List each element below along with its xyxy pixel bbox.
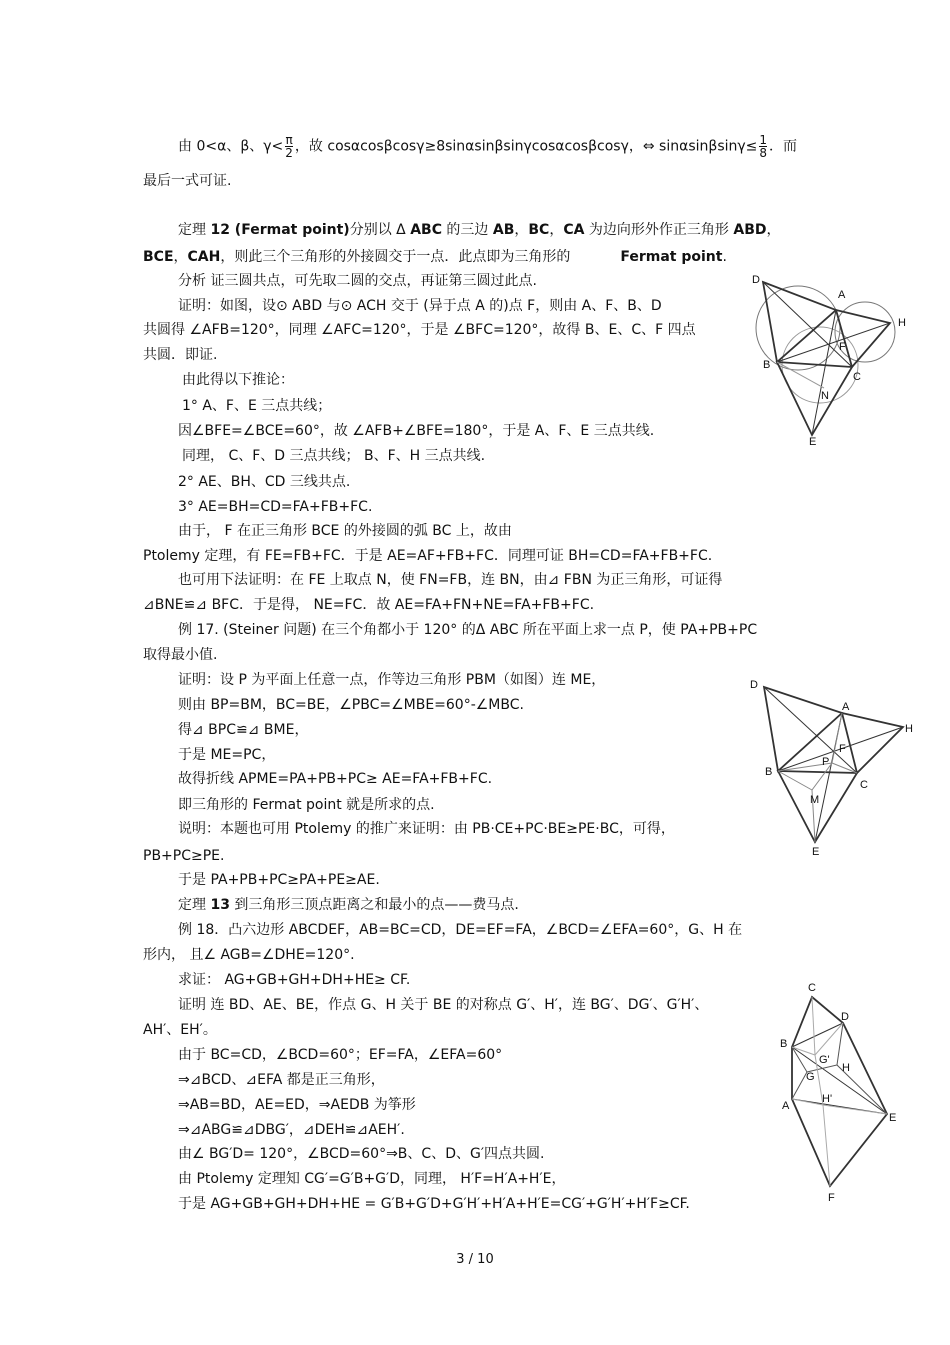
theorem-number: 13 — [210, 897, 230, 913]
text-line-15: 由于， F 在正三角形 BCE 的外接圆的弧 BC 上，故由 — [178, 523, 512, 539]
page-number: 3 / 10 — [456, 1252, 494, 1267]
label-d: D — [750, 679, 758, 691]
label-d: D — [841, 1011, 849, 1023]
label-a: A — [782, 1100, 790, 1112]
text-line-22: 则由 BP=BM，BC=BE，∠PBC=∠MBE=60°-∠MBC. — [178, 697, 524, 713]
line-text: 定理 — [178, 897, 211, 913]
label-b: B — [780, 1038, 788, 1050]
label-f: F — [828, 1192, 835, 1204]
fraction-numerator: 1 — [759, 133, 768, 147]
label-h-prime: H' — [822, 1093, 833, 1105]
fraction-denominator: 8 — [759, 146, 768, 160]
path-agb — [792, 1047, 807, 1099]
label-c: C — [808, 982, 816, 994]
text-line-28: PB+PC≥PE. — [143, 848, 225, 864]
text-line-27: 说明：本题也可用 Ptolemy 的推广来证明：由 PB·CE+PC·BE≥PE·BC，可得， — [178, 821, 675, 837]
text-line-13: 2° AE、BH、CD 三线共点. — [178, 474, 351, 490]
theorem-13-heading — [178, 896, 519, 914]
label-h: H — [842, 1062, 850, 1074]
text-line-18: ⊿BNE≌⊿ BFC．于是得， NE=FC．故 AE=FA+FN+NE=FA+FB+FC. — [143, 597, 595, 613]
label-h: H — [898, 317, 906, 329]
label-g-prime: G' — [819, 1054, 830, 1066]
text-line-33: 求证： AG+GB+GH+DH+HE≥ CF. — [178, 972, 411, 988]
text-line-19: 例 17. (Steiner 问题) 在三个角都小于 120° 的Δ ABC 所在平面上求一点 P，使 PA+PB+PC — [178, 622, 758, 638]
line-text: ， — [766, 222, 781, 238]
label-h: H — [905, 723, 913, 735]
fraction-one-eighth — [759, 134, 767, 159]
text-line-35: AH′、EH′。 — [143, 1022, 217, 1038]
text-line-39: ⇒⊿ABG≌⊿DBG′，⊿DEH≌⊿AEH′. — [178, 1122, 405, 1138]
text-line-11: 因∠BFE=∠BCE=60°，故 ∠AFB+∠BFE=180°，于是 A、F、E 三点共线. — [178, 423, 655, 439]
line-text: 由 0<α、β、γ< — [178, 138, 284, 155]
line-text: . — [722, 249, 727, 265]
hexagon-abcdef — [792, 997, 887, 1186]
text-line-9: 由此得以下推论： — [182, 372, 294, 388]
label-p: P — [822, 756, 830, 768]
fraction-numerator: π — [285, 133, 293, 147]
text-line-5: 分析 证三圆共点，可先取二圆的交点，再证第三圆过此点. — [178, 273, 537, 289]
text-line-4 — [143, 248, 727, 266]
line-text: 分别以 Δ — [349, 222, 411, 238]
line-text: 的三边 — [441, 222, 493, 238]
label-e: E — [889, 1112, 897, 1124]
line-text: ，故 cosαcosβcosγ≥8sinαsinβsinγcosαcosβcosγ，⇔ sinαsinβsinγ≤ — [294, 138, 758, 155]
fermat-point-figure — [740, 270, 915, 450]
line-text: ， — [173, 249, 188, 265]
fraction-pi-over-2 — [285, 134, 293, 159]
text-line-2: 最后一式可证. — [143, 173, 232, 189]
text-line-41: 由 Ptolemy 定理知 CG′=G′B+G′D，同理， H′F=H′A+H′E， — [178, 1171, 566, 1187]
text-line-40: 由∠ BG′D= 120°，∠BCD=60°⇒B、C、D、G′四点共圆. — [178, 1146, 545, 1162]
text-line-23: 得⊿ BPC≌⊿ BME， — [178, 722, 309, 738]
segment-dc — [764, 687, 857, 773]
label-a: A — [842, 701, 850, 713]
line-text: CA — [563, 222, 585, 238]
line-text: BCE — [143, 249, 174, 265]
text-line-6: 证明：如图，设⊙ ABD 与⊙ ACH 交于 (异于点 A 的)点 F，则由 A、F、B、D — [178, 298, 662, 314]
line-text: 定理 — [178, 222, 211, 238]
line-text: ．而 — [769, 138, 798, 155]
text-line-7: 共圆得 ∠AFB=120°，同理 ∠AFC=120°，于是 ∠BFC=120°，故得 B、E、C、F 四点 — [143, 322, 696, 338]
line-text: 到三角形三顶点距离之和最小的点——费马点. — [229, 897, 519, 913]
label-b: B — [763, 359, 771, 371]
text-line-38: ⇒AB=BD，AE=ED，⇒AEDB 为筝形 — [178, 1097, 416, 1113]
triangle-ach — [842, 713, 903, 773]
text-line-29: 于是 PA+PB+PC≥PA+PE≥AE. — [178, 872, 380, 888]
line-text: ， — [514, 222, 529, 238]
text-line-10: 1° A、F、E 三点共线； — [182, 398, 332, 414]
text-line-32: 形内， 且∠ AGB=∠DHE=120°. — [143, 947, 355, 963]
text-line-8: 共圆．即证. — [143, 347, 218, 363]
line-text: AB — [492, 222, 515, 238]
label-e: E — [809, 436, 817, 448]
text-line-31: 例 18．凸六边形 ABCDEF，AB=BC=CD，DE=EF=FA，∠BCD=∠EFA=60°，G、H 在 — [178, 922, 743, 938]
label-c: C — [853, 371, 861, 383]
label-f: F — [839, 743, 846, 755]
line-text: ABC — [410, 222, 442, 238]
theorem-12-heading — [178, 221, 781, 239]
label-c: C — [860, 779, 868, 791]
label-d: D — [752, 274, 760, 286]
label-g: G — [806, 1071, 815, 1083]
text-line-21: 证明：设 P 为平面上任意一点，作等边三角形 PBM（如图）连 ME， — [178, 672, 606, 688]
text-line-37: ⇒⊿BCD、⊿EFA 都是正三角形， — [178, 1072, 385, 1088]
line-text: 为边向形外作正三角形 — [584, 222, 734, 238]
segment-cg2 — [812, 997, 815, 1055]
label-e: E — [812, 846, 820, 858]
line-text: ABD — [733, 222, 767, 238]
theorem-title: 12 (Fermat point) — [210, 222, 350, 238]
text-line-34: 证明 连 BD、AE、BE，作点 G、H 关于 BE 的对称点 G′、H′，连 BG′、DG′、G′H′、 — [178, 997, 709, 1013]
label-m: M — [810, 794, 820, 806]
label-b: B — [765, 766, 773, 778]
text-line-42: 于是 AG+GB+GH+DH+HE = G′B+G′D+G′H′+H′A+H′E=CG′+G′H′+H′F≥CF. — [178, 1196, 690, 1212]
line-text: BC — [528, 222, 550, 238]
text-line-12: 同理， C、F、D 三点共线； B、F、H 三点共线. — [182, 448, 486, 464]
label-n: N — [821, 390, 829, 402]
text-line-17: 也可用下法证明：在 FE 上取点 N，使 FN=FB，连 BN，由⊿ FBN 为正三角形，可证得 — [178, 572, 723, 588]
label-f: F — [839, 341, 846, 353]
text-line-36: 由于 BC=CD，∠BCD=60°；EF=FA，∠EFA=60° — [178, 1047, 503, 1063]
line-text: Fermat point — [620, 249, 723, 265]
text-line-20: 取得最小值. — [143, 647, 218, 663]
segment-pc — [832, 763, 857, 773]
fraction-denominator: 2 — [285, 146, 293, 160]
hexagon-figure — [775, 975, 905, 1210]
text-line-14: 3° AE=BH=CD=FA+FB+FC. — [178, 499, 373, 515]
label-a: A — [838, 289, 846, 301]
text-line-26: 即三角形的 Fermat point 就是所求的点. — [178, 797, 435, 813]
text-line-24: 于是 ME=PC， — [178, 747, 276, 763]
line-text: CAH — [187, 249, 221, 265]
steiner-figure — [745, 675, 920, 860]
text-line-16: Ptolemy 定理，有 FE=FB+FC．于是 AE=AF+FB+FC．同理可证 BH=CD=FA+FB+FC. — [143, 548, 713, 564]
text-line-25: 故得折线 APME=PA+PB+PC≥ AE=FA+FB+FC. — [178, 771, 493, 787]
line-text: ， — [549, 222, 564, 238]
triangle-abd — [764, 687, 842, 771]
line-text: ，则此三个三角形的外接圆交于一点．此点即为三角形的 — [220, 249, 571, 265]
text-line-1 — [178, 134, 797, 159]
